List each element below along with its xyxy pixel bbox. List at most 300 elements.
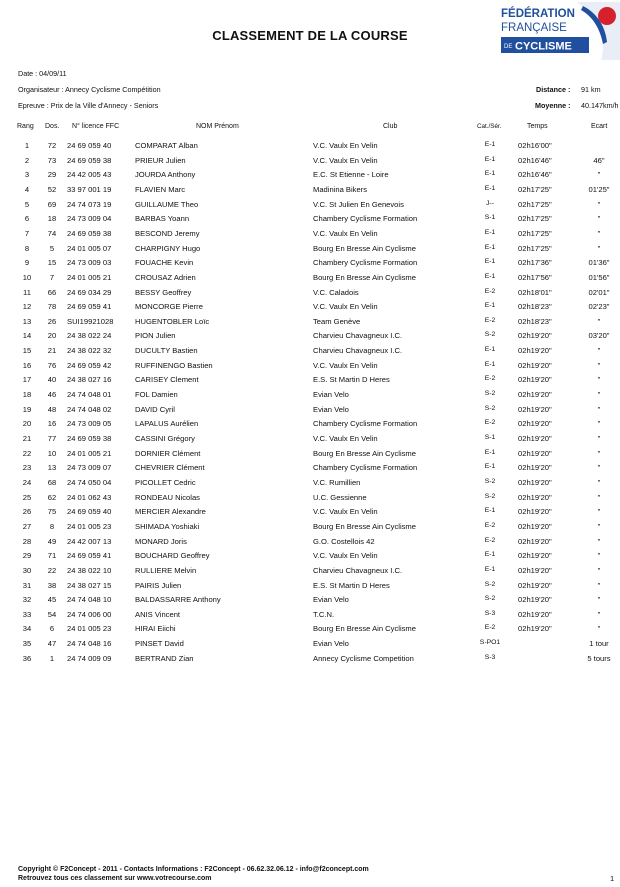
- cell-categorie: E-1: [484, 155, 496, 163]
- col-header-temps: Temps: [527, 123, 548, 130]
- cell-rang: 11: [23, 287, 31, 297]
- cell-dossard: 15: [47, 258, 57, 268]
- cell-ecart: ": [597, 316, 601, 326]
- cell-dossard: 75: [47, 507, 57, 517]
- cell-temps: 02h19'20": [518, 507, 552, 517]
- cell-ecart: ": [597, 419, 601, 429]
- cell-ecart: ": [597, 565, 601, 575]
- table-row: [0, 595, 620, 610]
- cell-licence: 24 69 059 40: [67, 141, 112, 150]
- cell-club: Charvieu Chavagneux I.C.: [313, 346, 403, 356]
- cell-nom-prenom: JOURDA Anthony: [135, 170, 196, 180]
- table-row: [0, 551, 620, 566]
- cell-dossard: 5: [49, 243, 55, 253]
- cell-ecart: ": [597, 360, 601, 370]
- cell-rang: 13: [22, 316, 32, 326]
- cell-rang: 20: [22, 419, 32, 429]
- cell-ecart: ": [597, 390, 601, 400]
- cell-club: V.C. Vaulx En Velin: [313, 155, 378, 165]
- table-row: [0, 244, 620, 259]
- table-row: [0, 449, 620, 464]
- cell-licence: 24 74 006 00: [67, 609, 112, 619]
- cell-licence: 24 01 005 23: [67, 624, 112, 634]
- cell-ecart: ": [597, 434, 601, 443]
- cell-ecart: ": [597, 492, 601, 502]
- cell-club: Evian Velo: [313, 404, 349, 414]
- cell-categorie: S-PO1: [479, 639, 501, 647]
- table-row: [0, 317, 620, 332]
- table-row: [0, 493, 620, 508]
- cell-licence: 24 38 022 10: [67, 565, 112, 575]
- cell-licence: 24 42 007 13: [67, 536, 112, 546]
- table-row: [0, 639, 620, 654]
- table-row: [0, 463, 620, 478]
- cell-ecart: ": [597, 595, 601, 605]
- table-row: [0, 624, 620, 639]
- cell-licence: 24 74 048 16: [67, 639, 112, 649]
- cell-dossard: 78: [47, 302, 57, 312]
- cell-club: Evian Velo: [313, 595, 349, 605]
- distance-label: Distance :: [536, 85, 571, 94]
- cell-ecart: 03'20": [588, 331, 610, 341]
- cell-nom-prenom: FLAVIEN Marc: [135, 184, 186, 194]
- cell-categorie: E-1: [484, 551, 496, 559]
- cell-licence: 24 38 022 32: [67, 346, 112, 356]
- cell-categorie: E-2: [484, 624, 496, 632]
- cell-temps: 02h17'56": [518, 272, 552, 282]
- cell-club: V.C. Caladois: [313, 287, 359, 297]
- logo-line2: FRANÇAISE: [501, 22, 567, 34]
- cell-rang: 34: [22, 624, 32, 634]
- cell-club: V.C. St Julien En Genevois: [313, 199, 404, 209]
- cell-rang: 9: [24, 258, 30, 268]
- cell-club: Madinina Bikers: [313, 184, 368, 194]
- cell-licence: 24 38 027 15: [67, 580, 112, 590]
- cell-dossard: 54: [47, 609, 57, 619]
- cell-dossard: 76: [47, 360, 57, 370]
- cell-club: Bourg En Bresse Ain Cyclisme: [313, 448, 416, 458]
- cell-licence: 24 73 009 03: [67, 258, 112, 268]
- cell-nom-prenom: ANIS Vincent: [135, 609, 181, 619]
- cell-ecart: ": [597, 199, 601, 209]
- col-header-ecart: Ecart: [591, 123, 608, 130]
- cell-dossard: 20: [47, 331, 57, 341]
- cell-categorie: E-1: [484, 243, 496, 251]
- cell-dossard: 77: [47, 434, 57, 443]
- cell-nom-prenom: MONARD Joris: [135, 536, 187, 546]
- cell-temps: 02h17'25": [518, 214, 552, 224]
- cell-licence: 24 69 059 38: [67, 434, 112, 443]
- cell-club: V.C. Vaulx En Velin: [313, 302, 378, 312]
- cell-rang: 8: [24, 243, 30, 253]
- cell-rang: 3: [24, 170, 30, 180]
- cell-ecart: 01'25": [588, 184, 610, 194]
- cell-dossard: 69: [47, 199, 57, 209]
- cell-dossard: 71: [47, 551, 57, 561]
- cell-categorie: S-2: [484, 331, 496, 339]
- cell-rang: 15: [22, 346, 32, 356]
- cell-ecart: ": [597, 404, 601, 414]
- table-row: [0, 200, 620, 215]
- cell-temps: 02h19'20": [518, 346, 552, 356]
- cell-nom-prenom: COMPARAT Alban: [135, 141, 198, 150]
- cell-club: Chambery Cyclisme Formation: [313, 258, 418, 268]
- cell-club: Bourg En Bresse Ain Cyclisme: [313, 624, 416, 634]
- cell-nom-prenom: FOUACHE Kevin: [135, 258, 194, 268]
- cell-dossard: 26: [47, 316, 57, 326]
- cell-categorie: E-1: [484, 565, 496, 573]
- cell-dossard: 8: [49, 521, 55, 531]
- cell-licence: 24 74 073 19: [67, 199, 112, 209]
- cell-licence: 24 73 009 04: [67, 214, 112, 224]
- cell-rang: 26: [22, 507, 32, 517]
- cell-nom-prenom: PION Julien: [135, 331, 176, 341]
- cell-licence: 24 01 062 43: [67, 492, 112, 502]
- col-header-club: Club: [383, 123, 398, 130]
- cell-rang: 10: [22, 272, 32, 282]
- cell-licence: 33 97 001 19: [67, 184, 112, 194]
- cell-temps: 02h16'46": [518, 170, 552, 180]
- cell-licence: 24 74 048 10: [67, 595, 112, 605]
- cell-club: V.C. Vaulx En Velin: [313, 360, 378, 370]
- col-header-dos: Dos.: [45, 123, 60, 130]
- cell-categorie: S-2: [484, 477, 496, 485]
- cell-dossard: 38: [47, 580, 57, 590]
- cell-categorie: E-1: [484, 346, 496, 354]
- cell-ecart: 01'56": [588, 272, 610, 282]
- cell-club: E.C. St Etienne - Loire: [313, 170, 389, 180]
- cell-temps: 02h19'20": [518, 565, 552, 575]
- cell-temps: 02h19'20": [518, 580, 552, 590]
- cell-categorie: E-1: [484, 463, 496, 471]
- cell-nom-prenom: LAPALUS Aurélien: [135, 419, 199, 429]
- cell-dossard: 16: [47, 419, 57, 429]
- table-row: [0, 331, 620, 346]
- cell-nom-prenom: GUILLAUME Theo: [135, 199, 199, 209]
- cell-dossard: 18: [47, 214, 57, 224]
- cell-nom-prenom: DAVID Cyril: [135, 404, 175, 414]
- cell-rang: 19: [22, 404, 32, 414]
- cell-licence: SUI19921028: [67, 316, 114, 326]
- cell-club: Evian Velo: [313, 390, 349, 400]
- cell-club: Bourg En Bresse Ain Cyclisme: [313, 272, 416, 282]
- cell-categorie: E-2: [484, 419, 496, 427]
- cell-nom-prenom: MONCORGE Pierre: [135, 302, 203, 312]
- cell-temps: 02h19'20": [518, 492, 552, 502]
- meta-organisateur: Organisateur : Annecy Cyclisme Compétition: [18, 85, 161, 94]
- cell-categorie: E-1: [484, 170, 496, 178]
- meta-epreuve: Epreuve : Prix de la Ville d'Annecy - Seniors: [18, 101, 159, 110]
- cell-rang: 2: [24, 155, 30, 165]
- cell-club: T.C.N.: [313, 609, 335, 619]
- cell-nom-prenom: SHIMADA Yoshiaki: [135, 521, 200, 531]
- cell-dossard: 6: [49, 624, 55, 634]
- footer-website: Retrouvez tous ces classement sur www.votrecourse.com: [18, 875, 212, 882]
- cell-licence: 24 69 059 38: [67, 155, 112, 165]
- cell-nom-prenom: BOUCHARD Geoffrey: [135, 551, 210, 561]
- cell-nom-prenom: BARBAS Yoann: [135, 214, 190, 224]
- cell-club: Chambery Cyclisme Formation: [313, 214, 418, 224]
- cell-temps: 02h19'20": [518, 624, 552, 634]
- table-row: [0, 610, 620, 625]
- cell-rang: 4: [24, 184, 30, 194]
- cell-temps: 02h17'25": [518, 184, 552, 194]
- cell-categorie: E-1: [484, 258, 496, 266]
- cell-rang: 14: [22, 331, 32, 341]
- cell-ecart: ": [597, 624, 601, 634]
- cell-dossard: 52: [47, 184, 57, 194]
- cell-dossard: 10: [47, 448, 57, 458]
- cell-ecart: ": [597, 551, 601, 561]
- table-row: [0, 507, 620, 522]
- cell-temps: 02h18'01": [518, 287, 552, 297]
- moyenne-value: 40.147km/h: [581, 101, 619, 110]
- cell-temps: 02h19'20": [518, 434, 552, 443]
- cell-ecart: 01'36": [588, 258, 610, 268]
- cell-ecart: 1 tour: [589, 639, 609, 649]
- cell-licence: 24 73 009 07: [67, 463, 112, 473]
- table-row: [0, 522, 620, 537]
- cell-categorie: E-2: [484, 287, 496, 295]
- cell-dossard: 62: [47, 492, 57, 502]
- cell-nom-prenom: RUFFINENGO Bastien: [135, 360, 213, 370]
- page-number: 1: [610, 874, 615, 883]
- cell-dossard: 66: [47, 287, 57, 297]
- cell-categorie: E-1: [484, 448, 496, 456]
- cell-nom-prenom: MERCIER Alexandre: [135, 507, 206, 517]
- table-row: [0, 390, 620, 405]
- cell-categorie: E-1: [484, 272, 496, 280]
- cell-club: V.C. Vaulx En Velin: [313, 141, 378, 150]
- cell-ecart: ": [597, 477, 601, 487]
- cell-temps: 02h19'20": [518, 521, 552, 531]
- cell-categorie: E-1: [484, 228, 496, 236]
- distance-value: 91 km: [581, 85, 601, 94]
- cell-dossard: 74: [47, 228, 57, 238]
- cell-rang: 5: [24, 199, 30, 209]
- cell-temps: 02h16'00": [518, 141, 552, 150]
- cell-licence: 24 69 059 40: [67, 507, 112, 517]
- cell-categorie: E-2: [484, 536, 496, 544]
- table-row: [0, 302, 620, 317]
- cell-dossard: 29: [47, 170, 57, 180]
- cell-ecart: 46": [593, 155, 605, 165]
- cell-nom-prenom: CHEVRIER Clément: [135, 463, 205, 473]
- cell-ecart: ": [597, 448, 601, 458]
- cell-dossard: 45: [47, 595, 57, 605]
- cell-club: Evian Velo: [313, 639, 349, 649]
- cell-temps: 02h19'20": [518, 463, 552, 473]
- cell-rang: 25: [22, 492, 32, 502]
- cell-rang: 16: [22, 360, 32, 370]
- cell-categorie: E-1: [484, 184, 496, 192]
- cell-rang: 33: [22, 609, 32, 619]
- cell-nom-prenom: DUCULTY Bastien: [135, 346, 198, 356]
- cell-temps: 02h19'20": [518, 551, 552, 561]
- cell-rang: 24: [22, 477, 32, 487]
- cell-licence: 24 69 059 38: [67, 228, 112, 238]
- cell-rang: 30: [22, 565, 32, 575]
- cell-club: Bourg En Bresse Ain Cyclisme: [313, 243, 416, 253]
- cell-ecart: ": [597, 463, 601, 473]
- cell-categorie: E-1: [484, 141, 496, 148]
- cell-club: V.C. Rumillien: [313, 477, 361, 487]
- cell-ecart: ": [597, 228, 601, 238]
- cell-categorie: E-1: [484, 360, 496, 368]
- cell-licence: 24 74 050 04: [67, 477, 112, 487]
- cell-ecart: ": [597, 609, 601, 619]
- cell-categorie: S-2: [484, 404, 496, 412]
- ffc-logo: [497, 2, 620, 60]
- cell-nom-prenom: BERTRAND Zian: [135, 653, 194, 663]
- table-row: [0, 273, 620, 288]
- table-row: [0, 478, 620, 493]
- cell-temps: 02h17'36": [518, 258, 552, 268]
- cell-categorie: E-2: [484, 375, 496, 383]
- col-header-licence: N° licence FFC: [72, 123, 120, 130]
- cell-dossard: 47: [47, 639, 57, 649]
- cell-licence: 24 42 005 43: [67, 170, 112, 180]
- table-row: [0, 581, 620, 596]
- cell-ecart: ": [597, 170, 601, 180]
- table-row: [0, 375, 620, 390]
- table-row: [0, 214, 620, 229]
- cell-rang: 1: [24, 141, 30, 150]
- cell-nom-prenom: HIRAI Eiichi: [135, 624, 176, 634]
- cell-nom-prenom: BESCOND Jeremy: [135, 228, 200, 238]
- cell-temps: 02h18'23": [518, 302, 552, 312]
- cell-ecart: 02'01": [588, 287, 610, 297]
- cell-nom-prenom: HUGENTOBLER Loïc: [135, 316, 210, 326]
- cell-temps: 02h18'23": [518, 316, 552, 326]
- table-row: [0, 258, 620, 273]
- cell-dossard: 49: [47, 536, 57, 546]
- cell-rang: 17: [22, 375, 32, 385]
- cell-nom-prenom: CASSINI Grégory: [135, 434, 195, 443]
- cell-nom-prenom: RONDEAU Nicolas: [135, 492, 200, 502]
- cell-licence: 24 74 009 09: [67, 653, 112, 663]
- col-header-cat: Cat./Sér.: [477, 123, 502, 130]
- cell-club: Chambery Cyclisme Formation: [313, 419, 418, 429]
- cell-temps: 02h17'25": [518, 199, 552, 209]
- cell-ecart: 02'23": [588, 302, 610, 312]
- cell-temps: 02h19'20": [518, 390, 552, 400]
- cell-dossard: 40: [47, 375, 57, 385]
- cell-temps: 02h19'20": [518, 375, 552, 385]
- cell-licence: 24 69 059 42: [67, 360, 112, 370]
- cell-dossard: 73: [47, 155, 57, 165]
- cell-club: Annecy Cyclisme Competition: [313, 653, 414, 663]
- table-row: [0, 434, 620, 449]
- logo-line1: FÉDÉRATION: [501, 8, 575, 20]
- logo-small: DE: [504, 44, 513, 50]
- cell-temps: 02h19'20": [518, 448, 552, 458]
- cell-nom-prenom: CHARPIGNY Hugo: [135, 243, 201, 253]
- cell-club: Chambery Cyclisme Formation: [313, 463, 418, 473]
- cell-nom-prenom: PAIRIS Julien: [135, 580, 182, 590]
- cell-dossard: 13: [47, 463, 57, 473]
- cell-ecart: 5 tours: [587, 653, 611, 663]
- table-row: [0, 566, 620, 581]
- cell-dossard: 48: [47, 404, 57, 414]
- cell-dossard: 46: [47, 390, 57, 400]
- cell-rang: 21: [22, 434, 32, 443]
- cell-categorie: S-3: [484, 609, 496, 617]
- moyenne-label: Moyenne :: [535, 101, 571, 110]
- logo-line3: CYCLISME: [515, 40, 572, 53]
- cell-categorie: S-2: [484, 580, 496, 588]
- cell-temps: 02h19'20": [518, 595, 552, 605]
- cell-licence: 24 01 005 21: [67, 272, 112, 282]
- cell-categorie: E-2: [484, 521, 496, 529]
- table-row: [0, 170, 620, 185]
- cell-dossard: 22: [47, 565, 57, 575]
- cell-rang: 32: [22, 595, 32, 605]
- cell-club: E.S. St Martin D Heres: [313, 580, 390, 590]
- cell-ecart: ": [597, 214, 601, 224]
- cell-rang: 28: [22, 536, 32, 546]
- cell-nom-prenom: DORNIER Clément: [135, 448, 201, 458]
- cell-rang: 12: [22, 302, 32, 312]
- col-header-rang: Rang: [17, 123, 34, 130]
- cell-licence: 24 38 022 24: [67, 331, 112, 341]
- cell-nom-prenom: RULLIERE Melvin: [135, 565, 197, 575]
- cell-rang: 7: [24, 228, 30, 238]
- table-row: [0, 405, 620, 420]
- cell-club: Charvieu Chavagneux I.C.: [313, 565, 403, 575]
- cell-licence: 24 73 009 05: [67, 419, 112, 429]
- table-row: [0, 419, 620, 434]
- cell-nom-prenom: FOL Damien: [135, 390, 178, 400]
- cell-categorie: E-1: [484, 507, 496, 515]
- cell-club: Bourg En Bresse Ain Cyclisme: [313, 521, 416, 531]
- cell-rang: 23: [22, 463, 32, 473]
- cell-rang: 27: [22, 521, 32, 531]
- table-row: [0, 141, 620, 156]
- table-row: [0, 229, 620, 244]
- cell-licence: 24 69 059 41: [67, 551, 112, 561]
- cell-club: V.C. Vaulx En Velin: [313, 228, 378, 238]
- cell-licence: 24 74 048 02: [67, 404, 112, 414]
- cell-dossard: 7: [49, 272, 55, 282]
- cell-categorie: E-2: [484, 316, 496, 324]
- cell-rang: 35: [22, 639, 32, 649]
- cell-temps: 02h16'46": [518, 155, 552, 165]
- cell-club: V.C. Vaulx En Velin: [313, 507, 378, 517]
- cell-nom-prenom: CARISEY Clement: [135, 375, 199, 385]
- cell-rang: 31: [22, 580, 32, 590]
- cell-licence: 24 38 027 16: [67, 375, 112, 385]
- cell-categorie: J--: [486, 199, 494, 207]
- cell-ecart: ": [597, 375, 601, 385]
- cell-club: E.S. St Martin D Heres: [313, 375, 390, 385]
- cell-temps: 02h19'20": [518, 331, 552, 341]
- cell-licence: 24 74 048 01: [67, 390, 112, 400]
- cell-ecart: ": [597, 580, 601, 590]
- cell-temps: 02h19'20": [518, 477, 552, 487]
- cell-categorie: S-2: [484, 390, 496, 398]
- cell-temps: 02h17'25": [518, 243, 552, 253]
- cell-nom-prenom: CROUSAZ Adrien: [135, 272, 196, 282]
- footer-copyright: Copyright © F2Concept - 2011 - Contacts Informations : F2Concept - 06.62.32.06.12 - info@f2concept.com: [18, 866, 369, 873]
- cell-dossard: 72: [47, 141, 57, 150]
- table-row: [0, 288, 620, 303]
- cell-licence: 24 01 005 23: [67, 521, 112, 531]
- cell-licence: 24 01 005 07: [67, 243, 112, 253]
- cell-dossard: 68: [47, 477, 57, 487]
- table-row: [0, 654, 620, 669]
- cell-dossard: 21: [47, 346, 57, 356]
